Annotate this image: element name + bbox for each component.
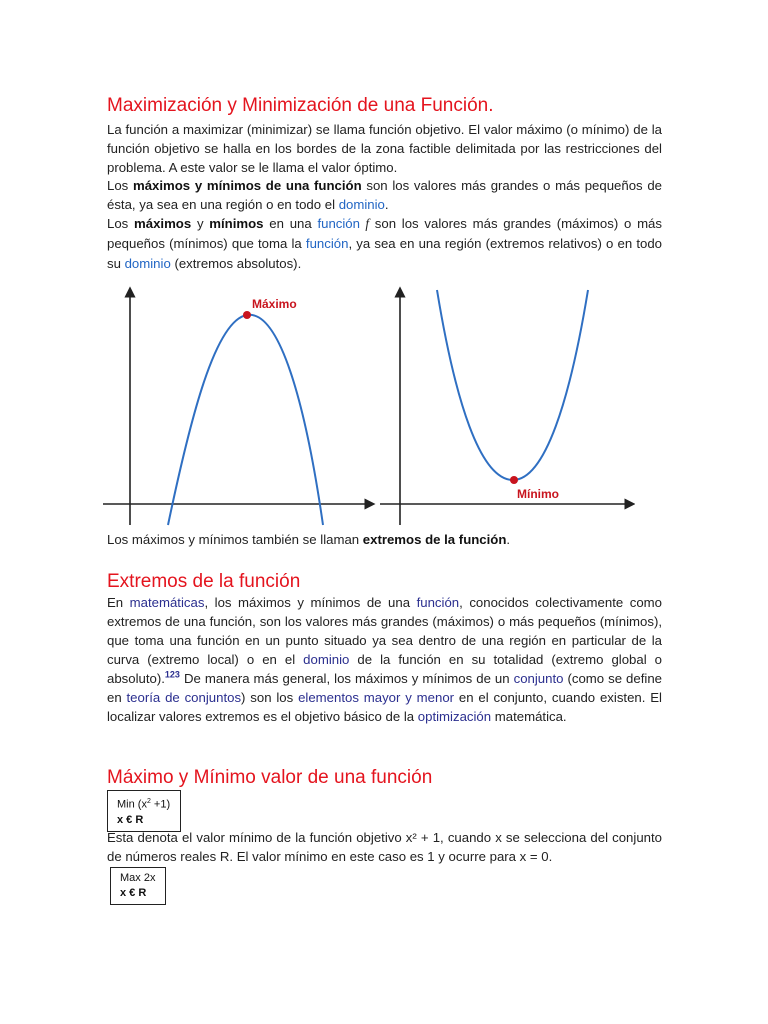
maximum-figure (103, 292, 370, 525)
formula-min: Min $(x^2 +1)$ x € R (107, 790, 181, 832)
paragraph-maximos-minimos: Los máximos y mínimos de una función son los valores más grandes o más pequeños de ésta, ya sea en una región o en todo el dominio. (107, 178, 663, 212)
section-title-maximizacion: Maximización y Minimización de una Función. (107, 95, 494, 116)
minimum-figure (380, 290, 630, 525)
link-elementos-mayor-menor[interactable]: elementos mayor y menor (298, 690, 455, 705)
section-title-maximo-minimo: Máximo y Mínimo valor de una función (107, 767, 433, 788)
link-dominio-2[interactable]: dominio (124, 256, 171, 271)
minimum-label: Mínimo (517, 487, 559, 501)
paragraph-min-explanation: Esta denota el valor mínimo de la función objetivo x² + 1, cuando x se selecciona del conjunto de números reales R. El valor mínimo en este caso es 1 y ocurre para x = 0. (107, 830, 662, 864)
bold-maximos-minimos: máximos y mínimos de una función (132, 178, 362, 193)
paragraph-extremos: En matemáticas, los máximos y mínimos de una función, conocidos colectivamente como extremos de una función, son los valores más grandes (máximos) o más pequeños (mínimos), que toma una función en un punto situado ya sea dentro de una región en particular de la curva (extremo local) o en el dominio de la función en su totalidad (extremo global o absoluto).$^{123}$ De manera más general, los máximos y mínimos de un conjunto (como se define en teoría de conjuntos) son los elementos mayor y menor en el conjunto, cuando existen. El localizar valores extremos es el objetivo básico de la optimización matemática. (107, 595, 662, 724)
maximum-point (243, 311, 251, 319)
minimum-curve (437, 290, 588, 480)
link-teoria-conjuntos[interactable]: teoría de conjuntos (126, 690, 242, 705)
link-dominio[interactable]: dominio (338, 197, 385, 212)
link-optimizacion[interactable]: optimización (417, 709, 492, 724)
section-title-extremos: Extremos de la función (107, 571, 301, 592)
paragraph-funcion-objetivo: La función a maximizar (minimizar) se llama función objetivo. El valor máximo (o mínimo) de la función objetivo se halla en los bordes de la zona factible delimitada por las restricciones del problema. A este valor se le llama el valor óptimo. (107, 122, 662, 175)
link-conjunto[interactable]: conjunto (513, 671, 564, 686)
caption-extremos: Los máximos y mínimos también se llaman extremos de la función. (107, 532, 511, 547)
paragraph-maximos-en-funcion: Los máximos y mínimos en una función f son los valores más grandes (máximos) o más pequeños (mínimos) que toma la función, ya sea en una región (extremos relativos) o en todo su dominio (extremos absolutos). (107, 216, 662, 271)
extrema-figures (95, 280, 635, 530)
maximum-label: Máximo (252, 297, 297, 311)
link-dominio-3[interactable]: dominio (303, 652, 350, 667)
link-funcion[interactable]: función (317, 216, 360, 231)
minimum-point (510, 476, 518, 484)
maximum-curve (168, 315, 323, 525)
formula-max: Max 2x x € R (110, 867, 166, 905)
link-funcion-3[interactable]: función (416, 595, 460, 610)
link-matematicas[interactable]: matemáticas (129, 595, 205, 610)
footnote-ref[interactable]: 123 (164, 669, 180, 680)
link-funcion-2[interactable]: función (305, 236, 349, 251)
